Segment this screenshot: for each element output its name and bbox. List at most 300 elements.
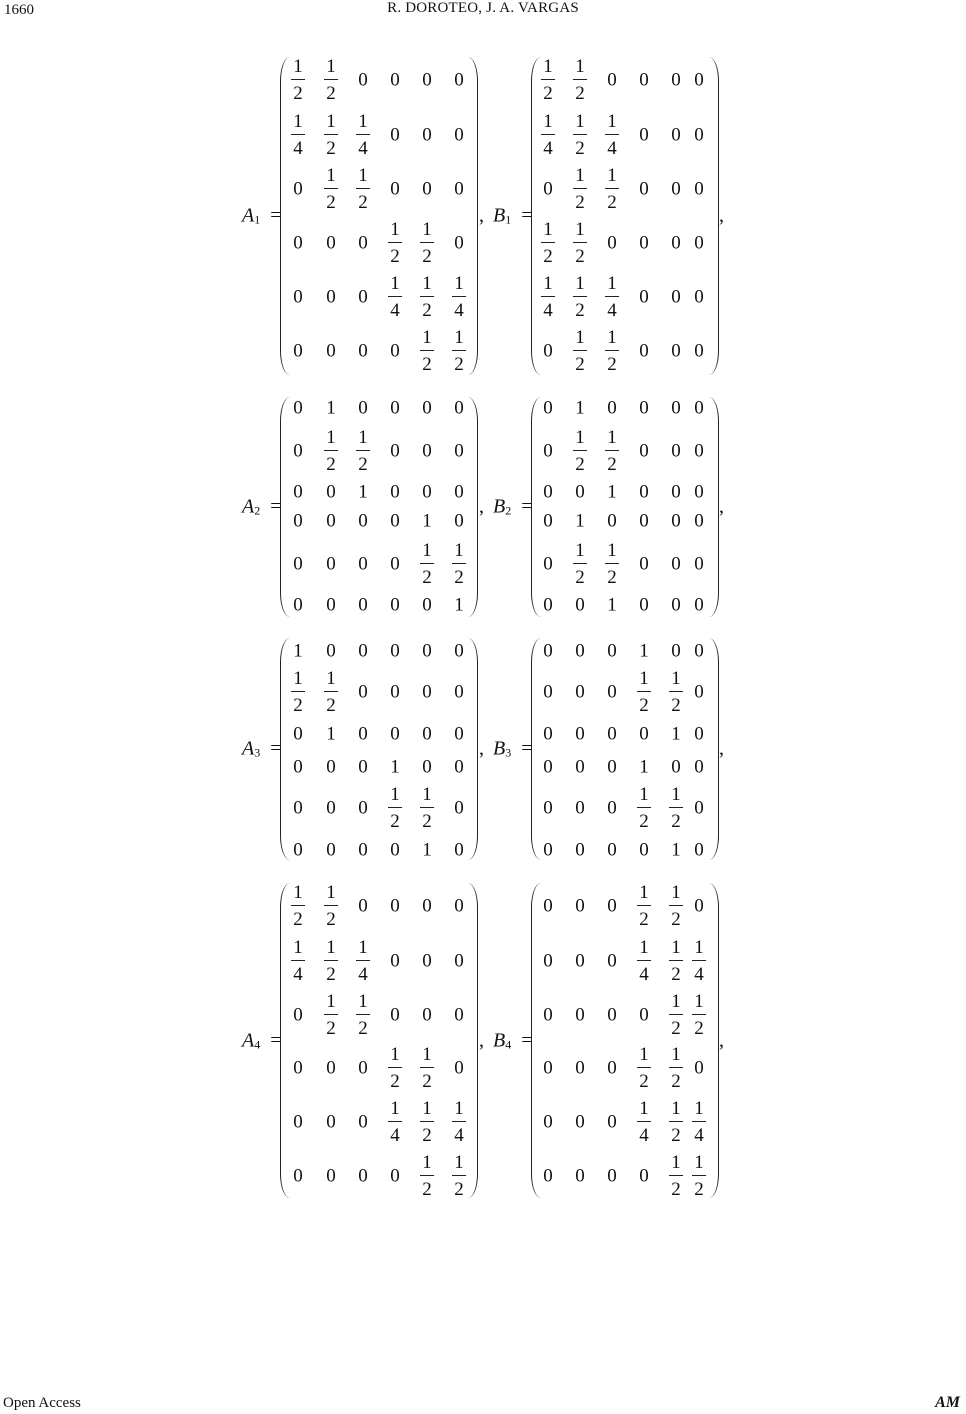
fraction-numerator: 1: [637, 938, 651, 961]
matrix-entry: 0: [575, 481, 585, 503]
matrix-entry: 1: [422, 839, 432, 861]
fraction: [573, 220, 587, 266]
fraction-denominator: 2: [454, 354, 464, 375]
matrix-entry-fraction: [564, 541, 596, 587]
matrix-entry: 0: [575, 594, 585, 616]
matrix-entry: 0: [326, 594, 336, 616]
matrix-entry: 0: [575, 895, 585, 917]
fraction-denominator: 2: [390, 1071, 400, 1092]
footer-journal-abbrev: AM: [935, 1394, 960, 1411]
fraction-denominator: 2: [358, 454, 368, 475]
fraction-denominator: 2: [358, 1018, 368, 1039]
fraction-denominator: 2: [607, 192, 617, 213]
matrix-entry: 1: [454, 594, 464, 616]
fraction-numerator: 1: [605, 428, 619, 451]
matrix-entry-fraction: [411, 1045, 443, 1091]
fraction-numerator: 1: [420, 1153, 434, 1176]
matrix-entry: 0: [293, 481, 303, 503]
matrix-entry: 0: [694, 397, 704, 419]
fraction: [452, 1153, 466, 1199]
matrix-entry-fraction: [443, 1099, 475, 1145]
matrix-entry: 1: [607, 481, 617, 503]
fraction: [324, 112, 338, 158]
matrix-entry: 0: [390, 594, 400, 616]
fraction-denominator: 2: [543, 83, 553, 104]
matrix-entry: 0: [607, 839, 617, 861]
matrix-entry-fraction: [315, 428, 347, 474]
matrix-entry: 0: [694, 510, 704, 532]
fraction-numerator: 1: [692, 938, 706, 961]
fraction-numerator: 1: [605, 112, 619, 135]
fraction-numerator: 1: [356, 938, 370, 961]
matrix-entry-fraction: [532, 220, 564, 266]
fraction-numerator: 1: [573, 541, 587, 564]
fraction: [420, 785, 434, 831]
matrix-cells: [533, 57, 717, 375]
matrix-entry: 0: [671, 232, 681, 254]
matrix-entry: 0: [358, 839, 368, 861]
fraction: [605, 541, 619, 587]
fraction-numerator: 1: [573, 57, 587, 80]
fraction-numerator: 1: [692, 1099, 706, 1122]
trailing-comma: ,: [719, 204, 724, 227]
matrix-entry: 0: [422, 756, 432, 778]
fraction-numerator: 1: [291, 883, 305, 906]
fraction-denominator: 2: [358, 192, 368, 213]
matrix-entry: 0: [454, 481, 464, 503]
fraction: [669, 883, 683, 929]
matrix-entry-fraction: [379, 785, 411, 831]
fraction-denominator: 4: [390, 300, 400, 321]
fraction: [669, 1045, 683, 1091]
matrix-entry-fraction: [683, 1153, 715, 1199]
matrix-entry: 0: [671, 340, 681, 362]
matrix-entry-fraction: [315, 669, 347, 715]
matrix-entry: 0: [671, 510, 681, 532]
fraction: [669, 1153, 683, 1199]
fraction: [452, 541, 466, 587]
fraction: [324, 166, 338, 212]
matrix-entry-fraction: [532, 57, 564, 103]
matrix-entry-fraction: [347, 166, 379, 212]
matrix-entry: 0: [358, 1165, 368, 1187]
matrix-entry-fraction: [564, 112, 596, 158]
fraction-numerator: 1: [637, 1099, 651, 1122]
fraction-denominator: 2: [454, 1179, 464, 1200]
fraction: [452, 274, 466, 320]
fraction-numerator: 1: [324, 428, 338, 451]
fraction-numerator: 1: [637, 669, 651, 692]
matrix-entry: 0: [607, 397, 617, 419]
matrix-subscript: 1: [505, 212, 512, 227]
matrix-cells: [533, 638, 717, 860]
matrix-entry-fraction: [315, 883, 347, 929]
matrix-entry: 0: [454, 797, 464, 819]
matrix-entry-fraction: [564, 428, 596, 474]
fraction: [637, 938, 651, 984]
fraction: [420, 1045, 434, 1091]
matrix-entry: 0: [607, 723, 617, 745]
matrix-entry: 0: [454, 440, 464, 462]
fraction: [291, 57, 305, 103]
fraction: [605, 428, 619, 474]
matrix-entry-fraction: [379, 1099, 411, 1145]
matrix-entry: 0: [671, 124, 681, 146]
matrix-entry: 0: [671, 440, 681, 462]
matrix-entry: 0: [543, 1111, 553, 1133]
fraction-denominator: 2: [422, 1071, 432, 1092]
fraction: [324, 669, 338, 715]
matrix-entry-fraction: [532, 112, 564, 158]
matrix-entry-fraction: [282, 938, 314, 984]
fraction-numerator: 1: [291, 669, 305, 692]
matrix-entry: 0: [390, 178, 400, 200]
matrix-entry: 0: [293, 1004, 303, 1026]
fraction: [324, 938, 338, 984]
matrix-entry: 1: [671, 723, 681, 745]
matrix-entry: 0: [454, 69, 464, 91]
matrix-entry: 0: [694, 756, 704, 778]
fraction-numerator: 1: [669, 785, 683, 808]
matrix-entry-fraction: [683, 1099, 715, 1145]
matrix-entry: 0: [326, 839, 336, 861]
matrix-entry: 0: [390, 340, 400, 362]
fraction: [637, 883, 651, 929]
matrix-entry: 0: [326, 553, 336, 575]
fraction-numerator: 1: [669, 883, 683, 906]
fraction-denominator: 2: [607, 354, 617, 375]
matrix-entry: 0: [694, 481, 704, 503]
matrix-entry: 0: [293, 286, 303, 308]
equals-sign: =: [270, 737, 282, 760]
matrix-entry: 0: [390, 640, 400, 662]
fraction-numerator: 1: [573, 220, 587, 243]
equals-sign: =: [270, 1029, 282, 1051]
matrix-entry: 1: [575, 397, 585, 419]
fraction-numerator: 1: [356, 166, 370, 189]
matrix-entry: 1: [422, 510, 432, 532]
matrix-subscript: 4: [254, 1037, 261, 1051]
fraction-numerator: 1: [605, 166, 619, 189]
matrix-entry: 0: [422, 178, 432, 200]
matrix-b: [533, 883, 717, 1198]
matrix-entry-fraction: [411, 328, 443, 374]
fraction: [541, 57, 555, 103]
matrix-entry: 0: [390, 440, 400, 462]
fraction: [692, 992, 706, 1038]
matrix-entry: 0: [293, 839, 303, 861]
matrix-entry: 0: [543, 340, 553, 362]
matrix-entry-fraction: [411, 274, 443, 320]
fraction: [692, 938, 706, 984]
matrix-entry-fraction: [443, 274, 475, 320]
fraction: [291, 883, 305, 929]
matrix-entry: 0: [671, 756, 681, 778]
matrix-entry: 0: [390, 681, 400, 703]
matrix-entry: 0: [358, 723, 368, 745]
fraction-numerator: 1: [420, 220, 434, 243]
fraction-numerator: 1: [541, 112, 555, 135]
matrix-entry: 0: [639, 232, 649, 254]
matrix-entry: 0: [543, 1165, 553, 1187]
matrix-entry: 0: [422, 950, 432, 972]
fraction: [573, 57, 587, 103]
matrix-entry: 1: [390, 756, 400, 778]
matrix-symbol: A: [242, 204, 255, 227]
fraction: [669, 938, 683, 984]
matrix-a: [282, 638, 476, 860]
fraction-denominator: 2: [293, 695, 303, 716]
matrix-entry: 0: [358, 594, 368, 616]
matrix-entry-fraction: [564, 328, 596, 374]
matrix-entry: 0: [694, 178, 704, 200]
matrix-entry: 0: [390, 895, 400, 917]
matrix-entry-fraction: [596, 112, 628, 158]
fraction-denominator: 2: [326, 454, 336, 475]
matrix-cells: [533, 883, 717, 1198]
fraction-numerator: 1: [324, 883, 338, 906]
equals-sign: =: [521, 495, 533, 518]
matrix-entry: 0: [639, 1165, 649, 1187]
matrix-entry: 0: [358, 797, 368, 819]
matrix-entry: 0: [694, 839, 704, 861]
fraction: [669, 669, 683, 715]
fraction-denominator: 2: [694, 1179, 704, 1200]
matrix-entry: 0: [293, 178, 303, 200]
matrix-entry: 0: [326, 340, 336, 362]
matrix-entry: 0: [694, 286, 704, 308]
matrix-entry: 0: [639, 178, 649, 200]
fraction-numerator: 1: [420, 328, 434, 351]
matrix-entry-fraction: [628, 938, 660, 984]
matrix-entry: 0: [358, 640, 368, 662]
matrix-entry: 0: [607, 797, 617, 819]
fraction-numerator: 1: [388, 1099, 402, 1122]
matrix-b: [533, 638, 717, 860]
matrix-entry-fraction: [443, 328, 475, 374]
fraction-numerator: 1: [452, 1153, 466, 1176]
fraction-numerator: 1: [420, 785, 434, 808]
fraction: [573, 328, 587, 374]
matrix-entry: 0: [543, 723, 553, 745]
matrix-entry: 0: [422, 640, 432, 662]
fraction-numerator: 1: [573, 274, 587, 297]
matrix-entry: 1: [293, 640, 303, 662]
matrix-entry: 0: [293, 756, 303, 778]
fraction-numerator: 1: [541, 57, 555, 80]
matrix-entry: 0: [390, 950, 400, 972]
matrix-entry: 0: [671, 594, 681, 616]
fraction-numerator: 1: [692, 1153, 706, 1176]
matrix-entry: 0: [639, 69, 649, 91]
matrix-entry-fraction: [596, 541, 628, 587]
matrix-symbol: A: [242, 1029, 255, 1051]
fraction-numerator: 1: [669, 992, 683, 1015]
matrix-entry: 0: [326, 510, 336, 532]
fraction-numerator: 1: [605, 328, 619, 351]
matrix-subscript: 2: [505, 503, 512, 518]
comma-separator: ,: [479, 1029, 484, 1051]
matrix-entry: 0: [326, 797, 336, 819]
fraction-denominator: 2: [422, 567, 432, 588]
comma-separator: ,: [479, 495, 484, 518]
equals-sign: =: [521, 204, 533, 227]
matrix-entry: 0: [390, 510, 400, 532]
matrix-entry: 0: [694, 553, 704, 575]
matrix-entry: 0: [694, 69, 704, 91]
fraction: [420, 220, 434, 266]
matrix-entry: 0: [575, 640, 585, 662]
matrix-entry: 0: [639, 723, 649, 745]
matrix-entry-fraction: [347, 938, 379, 984]
fraction-numerator: 1: [637, 883, 651, 906]
matrix-entry: 0: [454, 1004, 464, 1026]
fraction-denominator: 2: [326, 1018, 336, 1039]
matrix-entry: 0: [575, 797, 585, 819]
fraction-denominator: 2: [390, 811, 400, 832]
matrix-entry: 0: [293, 553, 303, 575]
fraction-denominator: 4: [454, 1125, 464, 1146]
matrix-entry: 0: [694, 797, 704, 819]
matrix-subscript: 3: [254, 745, 261, 760]
comma-separator: ,: [479, 204, 484, 227]
matrix-entry: 0: [543, 640, 553, 662]
fraction-denominator: 4: [543, 138, 553, 159]
matrix-entry: 0: [607, 1004, 617, 1026]
fraction: [605, 274, 619, 320]
matrix-entry: 0: [422, 681, 432, 703]
matrix-subscript: 4: [505, 1037, 512, 1051]
matrix-entry-fraction: [596, 328, 628, 374]
matrix-entry: 0: [575, 756, 585, 778]
fraction-denominator: 2: [422, 246, 432, 267]
fraction-denominator: 2: [639, 695, 649, 716]
fraction-numerator: 1: [420, 541, 434, 564]
fraction: [637, 1099, 651, 1145]
fraction: [388, 785, 402, 831]
fraction: [637, 1045, 651, 1091]
fraction-numerator: 1: [420, 1099, 434, 1122]
matrix-entry-fraction: [683, 938, 715, 984]
matrix-entry: 0: [607, 681, 617, 703]
fraction-numerator: 1: [420, 274, 434, 297]
matrix-entry: 0: [694, 723, 704, 745]
fraction-numerator: 1: [420, 1045, 434, 1068]
fraction-denominator: 2: [575, 83, 585, 104]
fraction-denominator: 4: [390, 1125, 400, 1146]
fraction-numerator: 1: [669, 1045, 683, 1068]
fraction: [573, 428, 587, 474]
matrix-entry: 0: [293, 1165, 303, 1187]
matrix-entry: 0: [390, 1165, 400, 1187]
matrix-entry: 0: [639, 510, 649, 532]
matrix-entry: 0: [607, 232, 617, 254]
fraction-denominator: 2: [326, 909, 336, 930]
footer-open-access: Open Access: [3, 1395, 81, 1411]
matrix-entry: 0: [454, 124, 464, 146]
matrix-entry: 0: [422, 895, 432, 917]
matrix-entry: 0: [607, 950, 617, 972]
fraction: [573, 166, 587, 212]
matrix-label-a: [242, 1029, 282, 1052]
matrix-symbol: B: [493, 737, 506, 760]
fraction: [420, 274, 434, 320]
matrix-entry: 0: [694, 440, 704, 462]
fraction-numerator: 1: [573, 166, 587, 189]
matrix-entry-fraction: [628, 669, 660, 715]
matrix-cells: [282, 57, 476, 375]
matrix-cells: [533, 397, 717, 617]
fraction: [420, 328, 434, 374]
matrix-cells: [282, 397, 476, 617]
fraction-numerator: 1: [324, 57, 338, 80]
fraction-denominator: 2: [575, 246, 585, 267]
fraction-denominator: 2: [326, 83, 336, 104]
matrix-entry: 0: [293, 510, 303, 532]
matrix-entry: 0: [543, 510, 553, 532]
matrix-entry-fraction: [628, 883, 660, 929]
matrix-entry-fraction: [411, 220, 443, 266]
fraction: [356, 112, 370, 158]
matrix-entry: 1: [639, 640, 649, 662]
fraction-numerator: 1: [669, 938, 683, 961]
matrix-entry-fraction: [315, 938, 347, 984]
matrix-entry: 0: [326, 1057, 336, 1079]
matrix-entry: 0: [639, 286, 649, 308]
matrix-entry-fraction: [347, 112, 379, 158]
matrix-entry: 0: [422, 124, 432, 146]
matrix-entry: 0: [607, 640, 617, 662]
matrix-entry-fraction: [379, 220, 411, 266]
fraction-denominator: 2: [671, 1018, 681, 1039]
matrix-entry: 0: [694, 895, 704, 917]
fraction-numerator: 1: [573, 112, 587, 135]
matrix-entry-fraction: [379, 274, 411, 320]
matrix-entry: 0: [543, 756, 553, 778]
fraction-denominator: 4: [639, 1125, 649, 1146]
fraction-numerator: 1: [356, 992, 370, 1015]
matrix-entry: 0: [543, 681, 553, 703]
matrix-label-b: [493, 496, 533, 519]
matrix-entry: 0: [694, 1057, 704, 1079]
matrix-a: [282, 57, 476, 375]
matrix-entry: 0: [358, 340, 368, 362]
matrix-label-b: [493, 205, 533, 228]
equals-sign: =: [521, 1029, 533, 1051]
fraction-denominator: 2: [422, 354, 432, 375]
fraction-denominator: 2: [454, 567, 464, 588]
matrix-entry-fraction: [564, 57, 596, 103]
fraction-denominator: 2: [422, 300, 432, 321]
matrix-entry: 0: [390, 553, 400, 575]
matrix-entry-fraction: [315, 166, 347, 212]
equals-sign: =: [270, 204, 282, 227]
matrix-entry: 1: [326, 397, 336, 419]
matrix-entry: 0: [358, 1111, 368, 1133]
matrix-entry: 1: [607, 594, 617, 616]
matrix-entry: 0: [358, 286, 368, 308]
matrix-entry: 0: [390, 1004, 400, 1026]
fraction-denominator: 2: [575, 138, 585, 159]
fraction: [356, 428, 370, 474]
fraction: [356, 992, 370, 1038]
matrix-entry: 0: [575, 681, 585, 703]
fraction-numerator: 1: [291, 57, 305, 80]
fraction-denominator: 2: [326, 964, 336, 985]
matrix-symbol: A: [242, 737, 255, 760]
fraction-denominator: 2: [326, 138, 336, 159]
matrix-b: [533, 57, 717, 375]
